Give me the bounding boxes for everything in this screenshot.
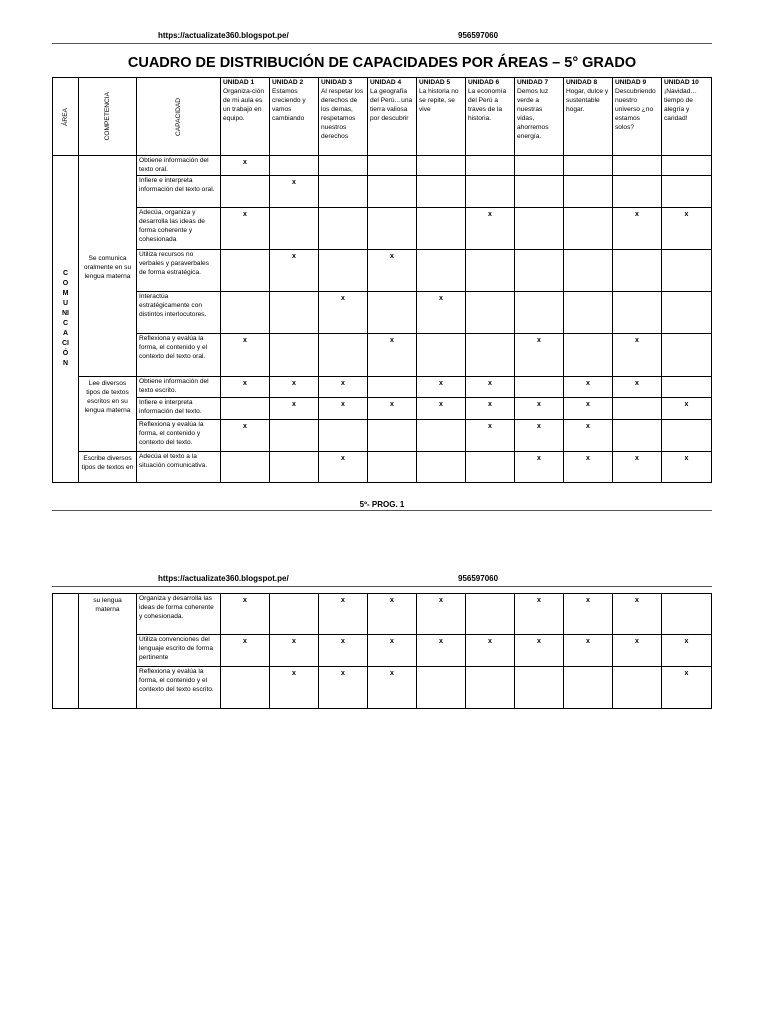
mark-cell: x	[270, 176, 319, 208]
table-row	[53, 398, 712, 420]
table-row	[53, 377, 712, 398]
mark-cell	[417, 667, 466, 709]
mark-cell	[221, 292, 270, 334]
mark-cell: x	[270, 635, 319, 667]
mark-cell	[417, 452, 466, 483]
mark-cell	[368, 176, 417, 208]
mark-cell	[515, 250, 564, 292]
mark-cell	[466, 667, 515, 709]
competencia-column-header: COMPETENCIA	[79, 78, 137, 156]
mark-cell: x	[221, 156, 270, 176]
capacidad-cell: Utiliza recursos no verbales y paraverbales de forma estratégica.	[137, 250, 221, 292]
competencia-cell: Se comunica oralmente en su lengua materna	[79, 156, 137, 377]
mark-cell: x	[564, 635, 613, 667]
mark-cell	[368, 156, 417, 176]
mark-cell	[466, 292, 515, 334]
unit-header: UNIDAD 10 ¡Navidad… tiempo de alegría y caridad!	[662, 78, 712, 156]
table-row	[53, 292, 712, 334]
mark-cell: x	[221, 208, 270, 250]
table-row	[53, 176, 712, 208]
area-label: COMUNICACIÓN	[62, 270, 69, 367]
mark-cell	[368, 377, 417, 398]
mark-cell	[564, 156, 613, 176]
mark-cell	[613, 420, 662, 452]
mark-cell: x	[221, 420, 270, 452]
capacidad-column-header: CAPACIDAD	[137, 78, 221, 156]
mark-cell	[417, 156, 466, 176]
unit-header: UNIDAD 3 Al respetar los derechos de los demas, respetamos nuestros derechos	[319, 78, 368, 156]
mark-cell	[515, 208, 564, 250]
mark-cell	[564, 250, 613, 292]
mark-cell	[564, 176, 613, 208]
mark-cell	[221, 398, 270, 420]
mark-cell	[515, 176, 564, 208]
capacidad-cell: Reflexiona y evalúa la forma, el contenido y el contexto del texto escrito.	[137, 667, 221, 709]
header-phone: 956597060	[458, 574, 499, 583]
table-row	[53, 156, 712, 176]
table-row	[53, 594, 712, 635]
mark-cell: x	[613, 594, 662, 635]
mark-cell: x	[417, 292, 466, 334]
mark-cell: x	[466, 635, 515, 667]
mark-cell: x	[417, 377, 466, 398]
mark-cell	[466, 334, 515, 377]
mark-cell	[417, 176, 466, 208]
header-url: https://actualizate360.blogspot.pe/	[158, 31, 289, 40]
capacidad-cell: Organiza y desarrolla las ideas de forma coherente y cohesionada.	[137, 594, 221, 635]
mark-cell	[662, 292, 712, 334]
mark-cell	[466, 156, 515, 176]
mark-cell: x	[319, 452, 368, 483]
mark-cell: x	[662, 208, 712, 250]
mark-cell	[270, 594, 319, 635]
mark-cell	[662, 176, 712, 208]
mark-cell: x	[270, 377, 319, 398]
mark-cell	[662, 420, 712, 452]
mark-cell	[319, 250, 368, 292]
mark-cell: x	[564, 452, 613, 483]
mark-cell	[270, 452, 319, 483]
unit-header: UNIDAD 6 La economía del Perú a traves de la historia.	[466, 78, 515, 156]
mark-cell	[466, 594, 515, 635]
mark-cell: x	[466, 398, 515, 420]
mark-cell	[368, 452, 417, 483]
mark-cell	[564, 667, 613, 709]
mark-cell: x	[368, 398, 417, 420]
mark-cell: x	[221, 377, 270, 398]
mark-cell: x	[466, 377, 515, 398]
mark-cell	[515, 377, 564, 398]
mark-cell	[613, 292, 662, 334]
mark-cell: x	[319, 398, 368, 420]
table-row	[53, 635, 712, 667]
header-rule	[52, 43, 712, 44]
mark-cell	[515, 156, 564, 176]
mark-cell	[221, 452, 270, 483]
mark-cell: x	[319, 594, 368, 635]
mark-cell: x	[319, 377, 368, 398]
distribution-table	[52, 77, 712, 483]
mark-cell: x	[662, 635, 712, 667]
area-cell	[53, 156, 79, 483]
mark-cell	[613, 398, 662, 420]
capacidad-cell: Adecúa el texto a la situación comunicativa.	[137, 452, 221, 483]
page-header-2	[52, 574, 712, 586]
mark-cell: x	[515, 452, 564, 483]
mark-cell: x	[515, 594, 564, 635]
mark-cell	[466, 176, 515, 208]
mark-cell	[613, 250, 662, 292]
mark-cell	[466, 452, 515, 483]
mark-cell	[221, 667, 270, 709]
mark-cell	[515, 667, 564, 709]
distribution-table-continued	[52, 593, 712, 709]
header-phone: 956597060	[458, 31, 499, 40]
mark-cell: x	[613, 452, 662, 483]
mark-cell	[417, 420, 466, 452]
mark-cell	[662, 250, 712, 292]
mark-cell: x	[417, 594, 466, 635]
mark-cell: x	[319, 667, 368, 709]
mark-cell	[319, 334, 368, 377]
area-column-header: ÁREA	[53, 78, 79, 156]
unit-header: UNIDAD 7 Demos luz verde a nuestras vidas, ahorremos energía.	[515, 78, 564, 156]
table-row	[53, 334, 712, 377]
mark-cell	[319, 176, 368, 208]
mark-cell	[221, 176, 270, 208]
table-row	[53, 667, 712, 709]
header-url: https://actualizate360.blogspot.pe/	[158, 574, 289, 583]
capacidad-cell: Reflexiona y evalúa la forma, el contenido y contexto del texto.	[137, 420, 221, 452]
table-row	[53, 420, 712, 452]
unit-header: UNIDAD 5 La historia no se repite, se vive	[417, 78, 466, 156]
mark-cell: x	[368, 250, 417, 292]
mark-cell: x	[613, 208, 662, 250]
mark-cell: x	[564, 420, 613, 452]
unit-header: UNIDAD 8 Hogar, dulce y sustentable hogar.	[564, 78, 613, 156]
unit-header: UNIDAD 1 Organiza-ción de mi aula es un trabajo en equipo.	[221, 78, 270, 156]
capacidad-cell: Obtiene información del texto escrito.	[137, 377, 221, 398]
mark-cell: x	[662, 667, 712, 709]
mark-cell	[613, 667, 662, 709]
unit-header: UNIDAD 9 Descubriendo nuestro universo ¿no estamos solos?	[613, 78, 662, 156]
competencia-cell: Lee diversos tipos de textos escritos en su lengua materna	[79, 377, 137, 452]
mark-cell: x	[368, 667, 417, 709]
header-rule-2	[52, 586, 712, 587]
mark-cell: x	[270, 398, 319, 420]
mark-cell: x	[515, 398, 564, 420]
mark-cell: x	[515, 334, 564, 377]
competencia-cell: Escribe diversos tipos de textos en	[79, 452, 137, 483]
unit-header: UNIDAD 2 Estamos creciendo y vamos cambiando	[270, 78, 319, 156]
mark-cell	[662, 334, 712, 377]
mark-cell: x	[564, 377, 613, 398]
mark-cell: x	[662, 398, 712, 420]
mark-cell: x	[221, 635, 270, 667]
mark-cell: x	[466, 208, 515, 250]
table-row	[53, 250, 712, 292]
mark-cell: x	[515, 420, 564, 452]
table-header-row	[53, 78, 712, 156]
mark-cell	[466, 250, 515, 292]
mark-cell: x	[221, 594, 270, 635]
table-row	[53, 208, 712, 250]
mark-cell	[662, 156, 712, 176]
mark-cell	[564, 208, 613, 250]
mark-cell: x	[613, 635, 662, 667]
mark-cell: x	[319, 635, 368, 667]
unit-header: UNIDAD 4 La geografía del Perú…una tierra valiosa por descubrir	[368, 78, 417, 156]
mark-cell: x	[270, 667, 319, 709]
mark-cell: x	[613, 334, 662, 377]
mark-cell	[270, 334, 319, 377]
competencia-cell: su lengua materna	[79, 594, 137, 709]
mark-cell: x	[466, 420, 515, 452]
mark-cell	[662, 594, 712, 635]
mark-cell: x	[662, 452, 712, 483]
capacidad-cell: Adecúa, organiza y desarrolla las ideas de forma coherente y cohesionada	[137, 208, 221, 250]
mark-cell	[564, 334, 613, 377]
mark-cell	[417, 250, 466, 292]
mark-cell	[662, 377, 712, 398]
capacidad-cell: Infiere e interpreta información del texto oral.	[137, 176, 221, 208]
page-title: CUADRO DE DISTRIBUCIÓN DE CAPACIDADES POR ÁREAS – 5° GRADO	[127, 55, 637, 71]
mark-cell	[270, 208, 319, 250]
table-row	[53, 452, 712, 483]
mark-cell	[564, 292, 613, 334]
mark-cell: x	[368, 635, 417, 667]
mark-cell	[368, 208, 417, 250]
mark-cell	[515, 292, 564, 334]
capacidad-cell: Utiliza convenciones del lenguaje escrito de forma pertinente	[137, 635, 221, 667]
page-header	[52, 31, 712, 43]
mark-cell: x	[221, 334, 270, 377]
mark-cell	[270, 156, 319, 176]
mark-cell	[270, 292, 319, 334]
mark-cell	[417, 208, 466, 250]
mark-cell	[319, 156, 368, 176]
mark-cell: x	[613, 377, 662, 398]
footer-rule	[52, 510, 712, 511]
area-cell	[53, 594, 79, 709]
capacidad-cell: Obtiene información del texto oral.	[137, 156, 221, 176]
mark-cell: x	[368, 334, 417, 377]
mark-cell: x	[417, 398, 466, 420]
page-footer: 5º- PROG. 1	[359, 500, 405, 509]
capacidad-cell: Reflexiona y evalúa la forma, el contenido y el contexto del texto oral.	[137, 334, 221, 377]
mark-cell	[613, 156, 662, 176]
mark-cell	[368, 420, 417, 452]
mark-cell: x	[515, 635, 564, 667]
capacidad-cell: Interactúa estratégicamente con distintos interlocutores.	[137, 292, 221, 334]
capacidad-cell: Infiere e interpreta información del texto.	[137, 398, 221, 420]
mark-cell	[319, 420, 368, 452]
mark-cell: x	[319, 292, 368, 334]
mark-cell	[417, 334, 466, 377]
mark-cell	[270, 420, 319, 452]
mark-cell: x	[368, 594, 417, 635]
mark-cell: x	[270, 250, 319, 292]
mark-cell	[221, 250, 270, 292]
mark-cell: x	[564, 594, 613, 635]
mark-cell	[613, 176, 662, 208]
mark-cell	[319, 208, 368, 250]
mark-cell: x	[564, 398, 613, 420]
mark-cell	[368, 292, 417, 334]
mark-cell: x	[417, 635, 466, 667]
